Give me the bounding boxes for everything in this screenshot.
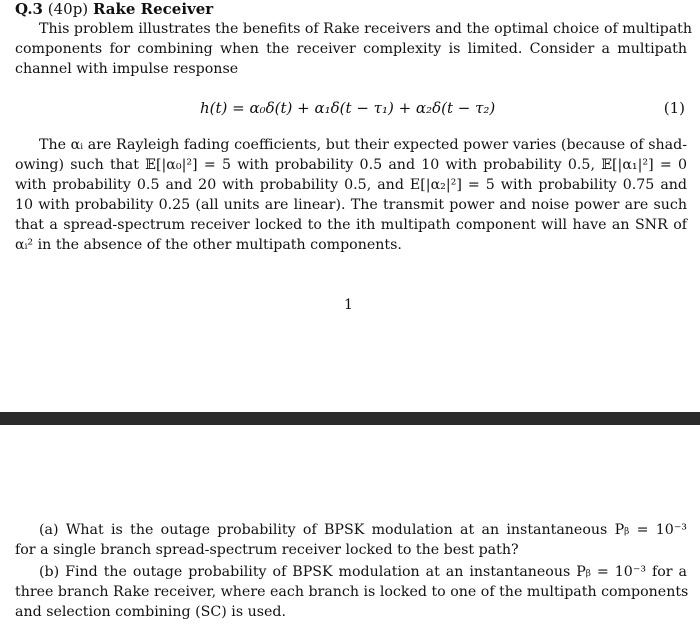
part-a-paragraph: [15, 520, 687, 560]
page-divider: [0, 412, 700, 425]
intro-line: components for combining when the receiver complexity is limited. Consider a multipath: [15, 41, 687, 57]
intro-paragraph: [15, 19, 693, 79]
equation-body: h(t) = α₀δ(t) + α₁δ(t − τ₁) + α₂δ(t − τ₂): [200, 99, 496, 117]
page-number: 1: [344, 297, 353, 313]
body-line: with probability 0.5 and 20 with probability 0.5, and E[|α₂|²] = 5 with probability 0.75 and: [15, 177, 687, 193]
equation-number: (1): [663, 99, 685, 117]
part-b-line: and selection combining (SC) is used.: [15, 604, 287, 620]
question-number: Q.3: [15, 0, 43, 18]
part-a-line: (a) What is the outage probability of BPSK modulation at an instantaneous Pᵦ = 10⁻³: [39, 522, 687, 538]
impulse-response-equation: [0, 98, 700, 118]
question-title: Rake Receiver: [92, 0, 214, 18]
page-bottom: [0, 425, 700, 641]
body-line: The αᵢ are Rayleigh fading coefficients, but their expected power varies (because of shad-: [39, 137, 687, 153]
intro-line: This problem illustrates the benefits of Rake receivers and the optimal choice of multipath: [39, 21, 693, 37]
body-line: 10 with probability 0.25 (all units are linear). The transmit power and noise power are such: [15, 197, 687, 213]
body-paragraph: [15, 135, 687, 255]
part-b-line: three branch Rake receiver, where each branch is locked to one of the multipath components: [15, 584, 689, 600]
part-b-paragraph: [15, 562, 687, 622]
body-line: αᵢ² in the absence of the other multipath components.: [15, 237, 402, 253]
body-line: owing) such that 𝔼[|α₀|²] = 5 with probability 0.5 and 10 with probability 0.5, 𝔼[|α₁|²] = 0: [15, 157, 687, 173]
question-heading: [15, 0, 213, 18]
body-line: that a spread-spectrum receiver locked to the ith multipath component will have an SNR of: [15, 217, 687, 233]
part-b-line: (b) Find the outage probability of BPSK modulation at an instantaneous Pᵦ = 10⁻³ for a: [39, 564, 687, 580]
part-a-line: for a single branch spread-spectrum receiver locked to the best path?: [15, 542, 519, 558]
question-points: (40p): [47, 0, 89, 18]
intro-line: channel with impulse response: [15, 61, 239, 77]
